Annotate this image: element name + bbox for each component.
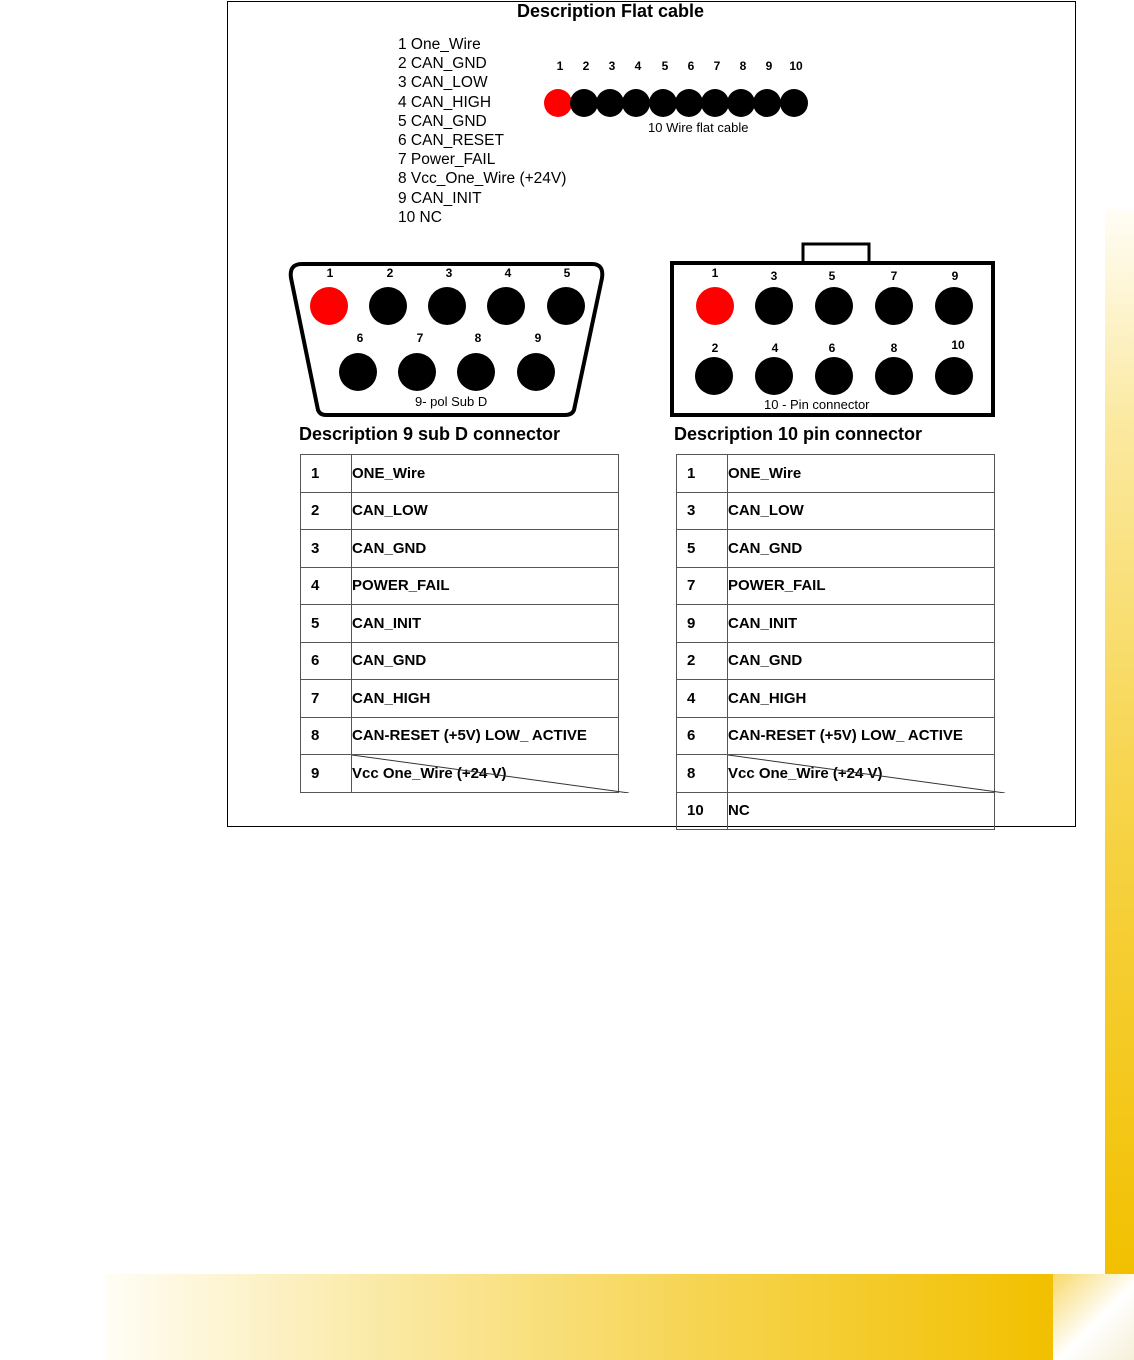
signal-cell: CAN_HIGH — [728, 680, 995, 718]
table-row — [677, 567, 995, 605]
pin-cell: 9 — [677, 605, 728, 643]
strike-diagonal — [352, 755, 629, 793]
signal-cell: CAN_GND — [352, 530, 619, 568]
ten-pin-pin — [875, 357, 913, 395]
table-row — [301, 455, 619, 493]
pin-cell: 4 — [677, 680, 728, 718]
sub-d-pin-number: 2 — [386, 266, 394, 280]
ten-pin-number: 7 — [890, 269, 898, 283]
signal-cell-struck — [352, 755, 619, 793]
ten-pin-label: 10 - Pin connector — [764, 397, 870, 412]
pin-cell: 2 — [677, 642, 728, 680]
pin-cell: 7 — [301, 680, 352, 718]
cable-wire-dot — [596, 89, 624, 117]
pin-cell: 2 — [301, 492, 352, 530]
table-row — [677, 717, 995, 755]
sub-d-pin-number: 5 — [563, 266, 571, 280]
wire-item: 8 Vcc_One_Wire (+24V) — [398, 170, 567, 188]
cable-pin-number: 3 — [608, 59, 616, 73]
cable-wire-dot — [701, 89, 729, 117]
sub-d-pin — [398, 353, 436, 391]
sub-d-pin — [547, 287, 585, 325]
sub-d-pin — [428, 287, 466, 325]
pin-cell: 10 — [677, 792, 728, 830]
wire-item: 9 CAN_INIT — [398, 189, 482, 207]
table-row — [301, 755, 619, 793]
ten-pin-pin — [755, 357, 793, 395]
sub-d-pin-1 — [310, 287, 348, 325]
wire-item: 5 CAN_GND — [398, 112, 487, 130]
cable-wire-dot — [622, 89, 650, 117]
cable-pin-number: 1 — [556, 59, 564, 73]
table-row — [301, 492, 619, 530]
pin-cell: 8 — [677, 755, 728, 793]
ten-pin-number: 1 — [711, 266, 719, 280]
signal-note: (+5V) LOW_ ACTIVE — [819, 727, 963, 745]
table-row — [677, 492, 995, 530]
flat-cable-label: 10 Wire flat cable — [648, 120, 749, 135]
pin-cell: 5 — [677, 530, 728, 568]
ten-pin-pin — [935, 357, 973, 395]
ten-pin-number: 10 — [951, 338, 965, 352]
wire-item: 6 CAN_RESET — [398, 132, 504, 150]
cable-wire-dot — [570, 89, 598, 117]
wire-item: 1 One_Wire — [398, 36, 481, 53]
ten-pin-pin — [935, 287, 973, 325]
sub-d-pin-number: 3 — [445, 266, 453, 280]
pin-cell: 6 — [301, 642, 352, 680]
sub-d-pin-number: 8 — [474, 331, 482, 345]
wire-item: 7 Power_FAIL — [398, 151, 496, 169]
sub-d-pin — [487, 287, 525, 325]
sub-d-pin — [339, 353, 377, 391]
ten-pin-number: 8 — [890, 341, 898, 355]
signal-cell: CAN_GND — [728, 642, 995, 680]
pin-cell: 4 — [301, 567, 352, 605]
signal-cell: ONE_Wire — [352, 455, 619, 493]
ten-pin-number: 6 — [828, 341, 836, 355]
table-row — [677, 680, 995, 718]
signal-name: Vcc One_Wire (+24 V) — [352, 764, 507, 782]
sub-d-label: 9- pol Sub D — [415, 394, 488, 409]
ten-pin-pin — [815, 357, 853, 395]
cable-wire-dot — [675, 89, 703, 117]
wire-list — [398, 35, 566, 227]
wire-item: 2 CAN_GND — [398, 55, 487, 73]
cable-pin-number: 7 — [713, 59, 721, 73]
signal-cell: POWER_FAIL — [352, 567, 619, 605]
cable-pin-number: 5 — [661, 59, 669, 73]
cable-pin-number: 2 — [582, 59, 590, 73]
signal-cell: CAN_INIT — [352, 605, 619, 643]
table-row — [677, 642, 995, 680]
table-row — [677, 792, 995, 830]
table-row — [301, 642, 619, 680]
table-row — [677, 455, 995, 493]
decorative-corner — [1053, 1274, 1134, 1360]
table-row — [301, 605, 619, 643]
ten-pin-number: 3 — [770, 269, 778, 283]
ten-pin-pin-table — [676, 454, 995, 830]
table-row — [301, 680, 619, 718]
ten-pin-number: 4 — [771, 341, 779, 355]
cable-pin-number: 6 — [687, 59, 695, 73]
signal-note: (+5V) LOW_ ACTIVE — [443, 727, 587, 745]
sub-d-pin — [369, 287, 407, 325]
signal-cell — [728, 717, 995, 755]
table-row — [301, 717, 619, 755]
ten-pin-pin — [755, 287, 793, 325]
table-row — [677, 755, 995, 793]
ten-pin-1 — [696, 287, 734, 325]
signal-cell: NC — [728, 792, 995, 830]
signal-name: CAN-RESET — [352, 727, 440, 745]
cable-wire-1-dot — [544, 89, 572, 117]
ten-pin-pin — [695, 357, 733, 395]
ten-pin-number: 2 — [711, 341, 719, 355]
signal-name: Vcc One_Wire (+24 V) — [728, 764, 883, 782]
sub-d-pin-number: 4 — [504, 266, 512, 280]
flat-cable-title: Description Flat cable — [517, 1, 705, 21]
pin-cell: 5 — [301, 605, 352, 643]
signal-name: CAN-RESET — [728, 727, 816, 745]
cable-pin-number: 4 — [634, 59, 642, 73]
sub-d-pin-number: 6 — [356, 331, 364, 345]
ten-pin-pin — [815, 287, 853, 325]
signal-cell — [352, 717, 619, 755]
signal-cell: POWER_FAIL — [728, 567, 995, 605]
ten-pin-number: 9 — [951, 269, 959, 283]
pin-cell: 1 — [301, 455, 352, 493]
signal-cell: CAN_GND — [352, 642, 619, 680]
signal-cell: ONE_Wire — [728, 455, 995, 493]
sub-d-table-title: Description 9 sub D connector — [299, 424, 561, 444]
pin-cell: 6 — [677, 717, 728, 755]
ten-pin-pin — [875, 287, 913, 325]
cable-pin-number: 8 — [739, 59, 747, 73]
pin-cell: 7 — [677, 567, 728, 605]
table-row — [677, 530, 995, 568]
signal-cell: CAN_LOW — [728, 492, 995, 530]
signal-cell: CAN_HIGH — [352, 680, 619, 718]
sub-d-pin-number: 9 — [534, 331, 542, 345]
cable-wire-dot — [649, 89, 677, 117]
signal-cell: CAN_GND — [728, 530, 995, 568]
pin-cell: 9 — [301, 755, 352, 793]
sub-d-pin-table — [300, 454, 619, 793]
sub-d-pin-number: 1 — [326, 266, 334, 280]
wire-item: 3 CAN_LOW — [398, 74, 488, 92]
signal-cell: CAN_INIT — [728, 605, 995, 643]
table-row — [301, 530, 619, 568]
pin-cell: 3 — [677, 492, 728, 530]
sub-d-pin-number: 7 — [416, 331, 424, 345]
signal-cell-struck — [728, 755, 995, 793]
pin-cell: 1 — [677, 455, 728, 493]
pin-cell: 8 — [301, 717, 352, 755]
cable-pin-number: 10 — [789, 59, 803, 73]
ten-pin-number: 5 — [828, 269, 836, 283]
decorative-bottom-bar — [105, 1274, 1053, 1360]
cable-pin-number: 9 — [765, 59, 773, 73]
cable-wire-dot — [780, 89, 808, 117]
table-row — [677, 605, 995, 643]
wire-item: 10 NC — [398, 208, 442, 226]
sub-d-pin — [517, 353, 555, 391]
sub-d-pin — [457, 353, 495, 391]
cable-wire-dot — [753, 89, 781, 117]
decorative-side-bar — [1105, 210, 1134, 1275]
pin-cell: 3 — [301, 530, 352, 568]
signal-cell: CAN_LOW — [352, 492, 619, 530]
cable-wire-dot — [727, 89, 755, 117]
wire-item: 4 CAN_HIGH — [398, 93, 492, 111]
table-row — [301, 567, 619, 605]
ten-pin-table-title: Description 10 pin connector — [674, 424, 923, 444]
strike-diagonal — [728, 755, 1005, 793]
